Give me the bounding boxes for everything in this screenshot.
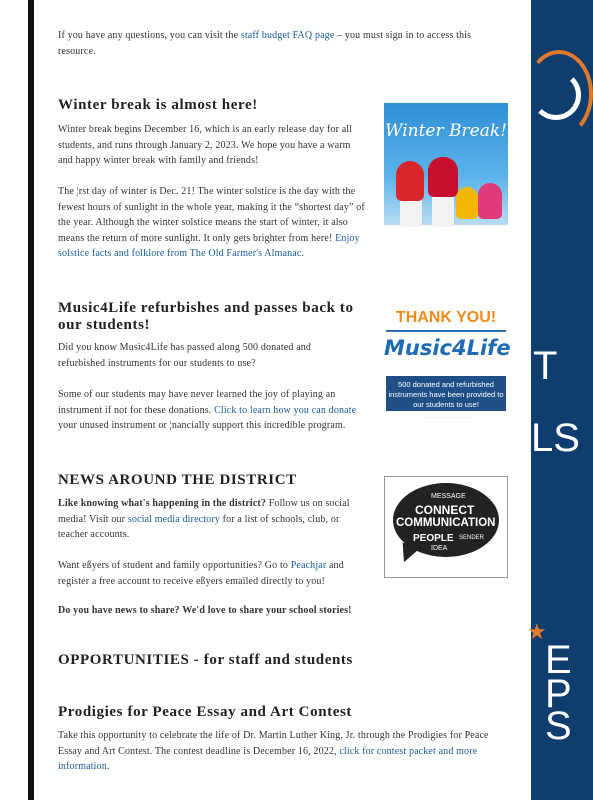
divider — [386, 330, 506, 332]
cloud-word: COMMUNICATION — [396, 517, 496, 529]
intro-text: If you have any questions, you can visit the — [58, 30, 241, 41]
communication-word-cloud-image — [384, 476, 508, 578]
music4life-logo: Music4Life — [384, 336, 511, 360]
pink-mitten — [478, 183, 502, 219]
newsletter-content — [34, 0, 531, 800]
cloud-word: SENDER — [459, 535, 485, 541]
news-paragraph-1-end: for a list of schools, club, or teacher accounts. — [58, 513, 340, 540]
yellow-mitten — [456, 187, 478, 219]
music4life-paragraph-2-text: Some of our students may have never learned the joy of playing an instrument if not for these donations. — [58, 389, 336, 416]
news-paragraph-1-bold: Like knowing what's happening in the district? — [58, 498, 267, 509]
social-media-directory-link[interactable]: social media directory — [127, 513, 220, 525]
winter-paragraph-2 — [58, 184, 376, 262]
deco-letter: S — [545, 704, 572, 748]
news-paragraph-3 — [58, 603, 398, 619]
winter-paragraph-1: Winter break begins December 16, which is an early release day for all students, and runs through January 2, 2023. We hope you have a warm and happy winter break with family and friends! — [58, 124, 353, 166]
left-margin — [0, 0, 34, 800]
music4life-paragraph-2 — [58, 387, 376, 434]
star-icon: ★ — [527, 620, 547, 645]
red-mitten-left — [396, 161, 424, 201]
staff-budget-faq-link[interactable]: staff budget FAQ page — [240, 30, 335, 41]
red-mitten-right — [428, 157, 458, 197]
winter-paragraph-2-text: The ¦rst day of winter is Dec. 21! The winter solstice is the day with the fewest hours of sunlight in the whole year, making it the “shortest day” of the year. Although the winter solstice means the start of winter, it also means the return of more sunlight. It only gets brighter from here! — [58, 186, 365, 244]
music4life-paragraph-2-end: your unused instrument or ¦nancially support this incredible program. — [58, 420, 346, 431]
cloud-word: CONNECT — [415, 503, 475, 517]
winter-paragraph-2-end: . — [301, 248, 305, 259]
thank-you-text: THANK YOU! — [395, 309, 497, 326]
fine-print: . . . . . . . . . . . . . . . . . . . . . . — [422, 414, 470, 419]
solstice-facts-link[interactable]: Enjoy solstice facts and folklore from The Old Farmer's Almanac — [58, 232, 360, 259]
deco-letter: T — [533, 344, 558, 388]
cloud-word: PEOPLE — [413, 533, 454, 544]
news-paragraph-2-end: and register a free account to receive eßyers emailed directly to you! — [58, 560, 344, 587]
music4life-image — [384, 306, 511, 424]
intro-text-end: – you must sign in to access this resource. — [58, 30, 472, 57]
winter-break-image-title: Winter Break! — [385, 121, 507, 141]
news-paragraph-2-text: Want eßyers of student and family opportunities? Go to — [58, 560, 291, 571]
prodigies-paragraph-text: Take this opportunity to celebrate the life of Dr. Martin Luther King, Jr. through the Prodigies for Peace Essay and Art Contest. The contest deadline is December 16, 2022, — [58, 730, 489, 757]
prodigies-paragraph-end: . — [106, 761, 110, 772]
peachjar-link[interactable]: Peachjar — [290, 560, 327, 571]
winter-break-image — [384, 103, 508, 225]
deco-letter: P — [545, 672, 572, 716]
news-heading: NEWS AROUND THE DISTRICT — [58, 472, 297, 488]
prodigies-heading: Prodigies for Peace Essay and Art Contest — [58, 704, 353, 720]
donate-link[interactable]: Click to learn how you can donate — [214, 404, 357, 416]
cloud-word: IDEA — [431, 545, 448, 552]
winter-heading: Winter break is almost here! — [58, 97, 258, 113]
contest-packet-link[interactable]: click for contest packet and more information — [58, 745, 478, 772]
news-paragraph-1 — [58, 496, 358, 543]
news-paragraph-3-bold: Do you have news to share? We'd love to share your school stories! — [58, 605, 352, 616]
deco-letter: LS — [531, 416, 580, 460]
intro-paragraph — [58, 28, 498, 59]
opportunities-heading: OPPORTUNITIES - for staff and students — [58, 652, 353, 668]
white-swoosh — [531, 70, 581, 120]
prodigies-paragraph — [58, 728, 504, 775]
background-decoration — [527, 0, 580, 800]
music4life-heading: Music4Life refurbishes and passes back to our students! — [58, 300, 354, 333]
news-paragraph-2 — [58, 558, 368, 589]
music4life-paragraph-1: Did you know Music4Life has passed along 500 donated and refurbished instruments for our students to use? — [58, 342, 312, 369]
music4life-banner: 500 donated and refurbished instruments have been provided to our students to use! — [386, 376, 506, 411]
news-paragraph-1-text: Follow us on social media! Visit our — [58, 498, 350, 525]
cloud-word: MESSAGE — [431, 493, 466, 500]
deco-letter: E — [545, 638, 572, 682]
